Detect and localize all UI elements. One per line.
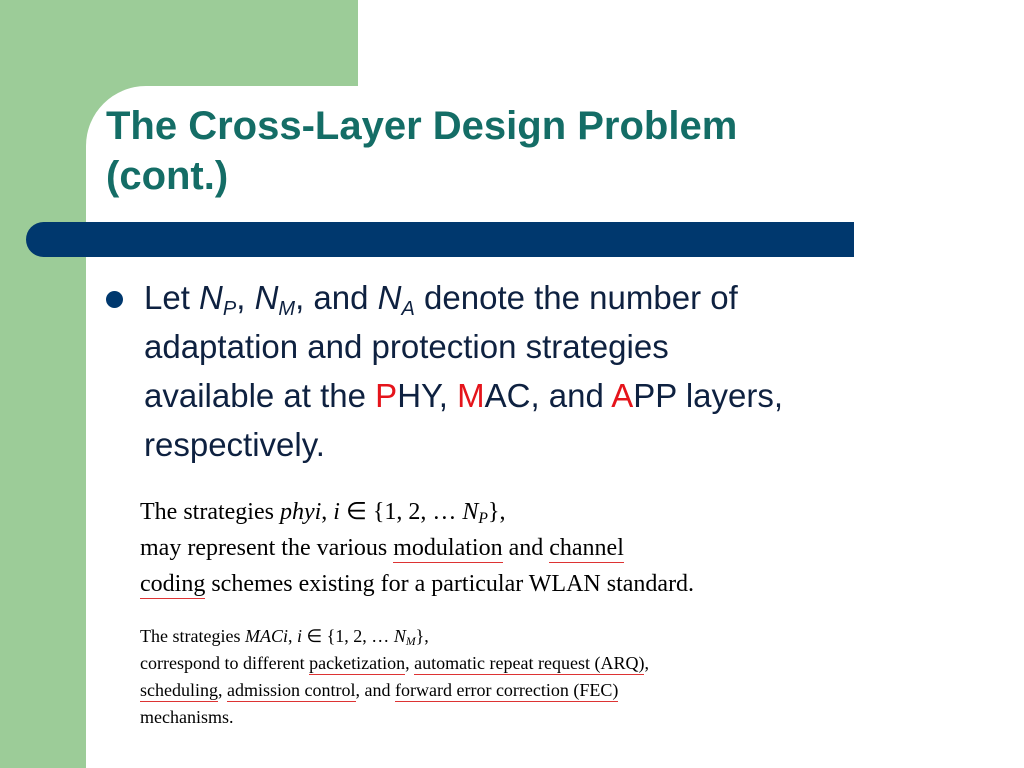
highlight-p: P <box>375 377 398 414</box>
text: and <box>502 535 550 561</box>
symbol-n: N <box>199 279 223 316</box>
text: The strategies <box>140 626 245 646</box>
text-set: ∈ {1, 2, … <box>301 626 394 646</box>
text: , <box>405 653 415 673</box>
link-fec[interactable]: forward error correction (FEC) <box>395 680 619 700</box>
text-available: available at the <box>144 377 376 414</box>
text-denote: denote the number of <box>414 279 738 316</box>
text: correspond to different <box>140 653 310 673</box>
title-line-2: (cont.) <box>106 154 229 198</box>
para2-line-3 <box>140 677 1010 704</box>
symbol-i: i <box>333 499 340 525</box>
link-arq[interactable]: automatic repeat request (ARQ) <box>414 653 645 673</box>
subscript-m: M <box>278 298 296 320</box>
text-respectively: respectively. <box>144 426 325 463</box>
symbol-n: N <box>393 626 406 646</box>
text-line-2: adaptation and protection strategies <box>144 328 669 365</box>
symbol-phyi: phyi <box>279 499 322 525</box>
text: , <box>287 626 297 646</box>
text-comma: , <box>236 279 255 316</box>
text: , <box>321 499 334 525</box>
link-coding[interactable]: coding <box>140 571 206 597</box>
symbol-n: N <box>462 499 479 525</box>
title-line-1: The Cross-Layer Design Problem <box>106 104 738 148</box>
para2-line-1 <box>140 623 1010 650</box>
symbol-n: N <box>377 279 402 316</box>
para1-line-2 <box>140 530 1000 566</box>
link-channel[interactable]: channel <box>549 535 624 561</box>
text-pp: PP layers, <box>633 377 784 414</box>
text: schemes existing for a particular WLAN standard. <box>205 571 695 597</box>
link-admission-control[interactable]: admission control <box>227 680 356 700</box>
text: , <box>644 653 649 673</box>
subscript-m: M <box>405 634 416 648</box>
text-let: Let <box>144 279 200 316</box>
mac-strategies-paragraph <box>140 623 1010 731</box>
slide-title <box>106 101 986 201</box>
symbol-i: i <box>296 626 302 646</box>
text: , <box>218 680 227 700</box>
symbol-n: N <box>254 279 279 316</box>
para2-line-4 <box>140 704 1010 731</box>
bullet-icon <box>106 291 123 308</box>
text: }, <box>415 626 429 646</box>
text-set: ∈ {1, 2, … <box>339 499 463 525</box>
symbol-maci: MACi <box>244 626 288 646</box>
text: may represent the various <box>140 535 394 561</box>
highlight-m: M <box>457 377 485 414</box>
link-modulation[interactable]: modulation <box>393 535 503 561</box>
highlight-a: A <box>611 377 634 414</box>
subscript-a: A <box>401 298 415 320</box>
text-and: , and <box>295 279 378 316</box>
phy-strategies-paragraph <box>140 494 1000 602</box>
title-divider-bar <box>26 222 854 257</box>
text-ac: AC, and <box>484 377 612 414</box>
para1-line-3 <box>140 566 1000 602</box>
text: , and <box>355 680 395 700</box>
text: }, <box>487 499 506 525</box>
link-packetization[interactable]: packetization <box>309 653 406 673</box>
para2-line-2 <box>140 650 1010 677</box>
bullet-text <box>144 273 944 469</box>
subscript-p: P <box>222 298 237 320</box>
text: The strategies <box>140 499 280 525</box>
subscript-p: P <box>478 509 488 527</box>
link-scheduling[interactable]: scheduling <box>140 680 218 700</box>
text: mechanisms. <box>140 707 234 727</box>
para1-line-1 <box>140 494 1000 530</box>
text-hy: HY, <box>397 377 458 414</box>
